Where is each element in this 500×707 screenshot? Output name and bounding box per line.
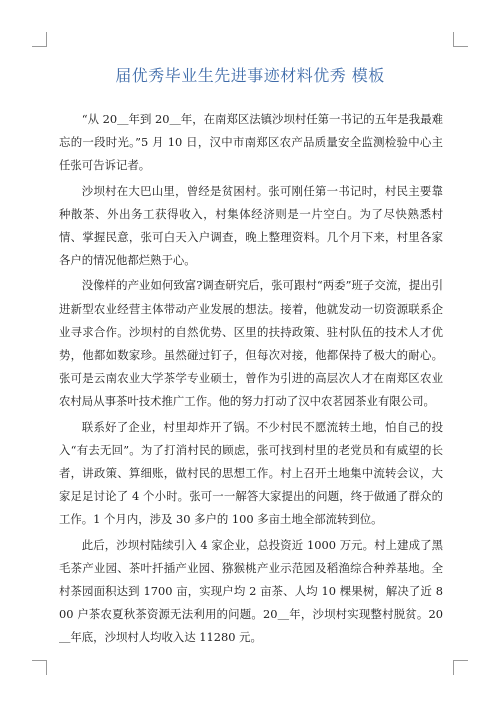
crop-mark-top-left: [32, 32, 47, 47]
paragraph-1: “从 20＿年到 20＿年，在南郑区法镇沙坝村任第一书记的五年是我最难忘的一段时光。”5 月 10 日，汉中市南郑区农产品质量安全监测检验中心主任张可告诉记者。: [59, 112, 443, 173]
document-body: [59, 108, 443, 652]
paragraph-2: 沙坝村在大巴山里，曾经是贫困村。张可刚任第一书记时，村民主要靠种散茶、外出务工获得收入，村集体经济则是一片空白。为了尽快熟悉村情、掌握民意，张可白天入户调查，晚上整理资料。几个月下来，村里各家各户的情况他都烂熟于心。: [59, 183, 443, 268]
paragraph-3: 没像样的产业如何致富?调查研究后，张可跟村“两委”班子交流，提出引进新型农业经营主体带动产业发展的想法。接着，他就发动一切资源联系企业寻求合作。沙坝村的自然优势、区里的扶持政策、驻村队伍的技术人才优势，他都如数家珍。虽然碰过钉子，但每次对接，他都保持了极大的耐心。张可是云南农业大学茶学专业硕士，曾作为引进的高层次人才在南郑区农业农村局从事茶叶技术推广工作。他的努力打动了汉中农茗园茶业有限公司。: [59, 278, 443, 409]
paragraph-4: 联系好了企业，村里却炸开了锅。不少村民不愿流转土地，怕自己的投入“有去无回”。为了打消村民的顾虑，张可找到村里的老党员和有威望的长者，讲政策、算细账，做村民的思想工作。村上召开土地集中流转会议，大家足足讨论了 4 个小时。张可一一解答大家提出的问题，终于做通了群众的工作。1 个月内，涉及 30 多户的 100 多亩土地全部流转到位。: [59, 419, 443, 527]
paragraph-5: 此后，沙坝村陆续引入 4 家企业，总投资近 1000 万元。村上建成了黑毛茶产业园、茶叶扦插产业园、猕猴桃产业示范园及稻渔综合种养基地。全村茶园面积达到 1700 亩，实现户均 2 亩茶、人均 10 棵果树，解决了近 800 户茶农夏秋茶资源无法利用的问题。20＿年，沙坝村实现整村脱贫。20＿年底，沙坝村人均收入达 11280 元。: [59, 537, 443, 645]
document-title: 届优秀毕业生先进事迹材料优秀 模板: [115, 66, 385, 85]
crop-mark-top-right: [453, 32, 468, 47]
crop-mark-bottom-left: [32, 660, 47, 675]
crop-mark-bottom-right: [453, 660, 468, 675]
